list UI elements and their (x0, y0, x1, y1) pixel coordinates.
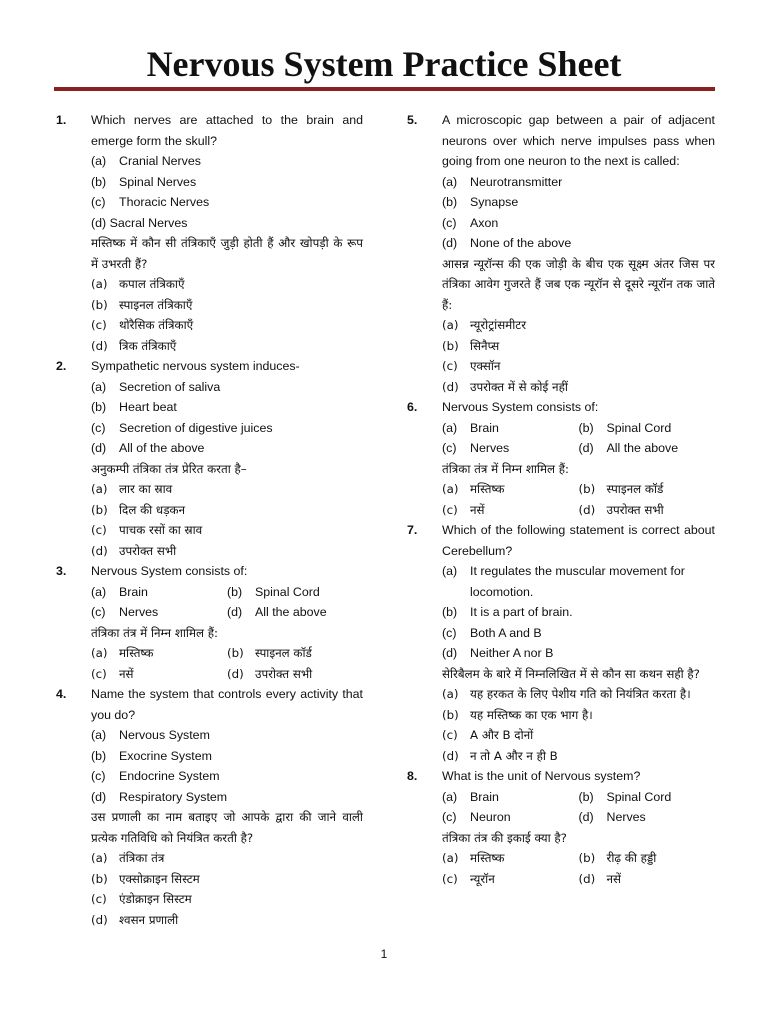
option-a: (a) Brain (442, 789, 499, 804)
option-b: (b) Spinal Cord (227, 584, 320, 599)
hindi-option-b: (b) स्पाइनल तंत्रिकाएँ (91, 297, 193, 312)
option-c: (c) Neuron (442, 810, 511, 824)
option-a: (a) It regulates the muscular movement for locomotion. (442, 564, 685, 599)
question-7 (407, 520, 715, 766)
hindi-option-a: (a) मस्तिष्क (442, 482, 505, 496)
question-5 (407, 110, 715, 397)
option-d: (d) Sacral Nerves (91, 215, 188, 230)
question-text: Nervous System consists of: (91, 564, 248, 578)
hindi-option-b: (b) रीढ़ की हड्डी (578, 851, 657, 865)
question-number: 6. (407, 400, 418, 414)
option-b: (b) Spinal Cord (578, 420, 672, 435)
hindi-options-grid (442, 848, 715, 889)
page-title: Nervous System Practice Sheet (146, 44, 622, 84)
hindi-option-c: (c) A और B दोनों (442, 728, 534, 742)
question-3 (56, 561, 363, 684)
question-number: 5. (407, 113, 418, 127)
option-c: (c) Nerves (91, 605, 159, 619)
hindi-option-d: (d) श्वसन प्रणाली (91, 912, 179, 927)
option-c: (c) Secretion of digestive juices (91, 420, 273, 435)
question-text: What is the unit of Nervous system? (442, 769, 641, 783)
hindi-option-c: (c) नसें (91, 666, 134, 681)
hindi-question-text: आसन्न न्यूरॉन्स की एक जोड़ी के बीच एक सूक्ष्म अंतर जिस पर तंत्रिका आवेग गुजरते हैं जब एक न्यूरॉन से दूसरे न्यूरॉन तक जाते हैं: (442, 256, 715, 312)
question-text: Which of the following statement is correct about Cerebellum? (442, 523, 715, 558)
hindi-option-d: (d) त्रिक तंत्रिकाएँ (91, 338, 177, 353)
hindi-option-d: (d) उपरोक्त सभी (91, 543, 177, 558)
option-d: (d) All the above (578, 441, 679, 455)
hindi-option-c: (c) नसें (442, 502, 485, 517)
question-number: 4. (56, 687, 67, 701)
question-text: Sympathetic nervous system induces- (91, 359, 300, 373)
question-text: A microscopic gap between a pair of adjacent neurons over which nerve impulses pass when going from one neuron to the next is called: (442, 113, 715, 168)
hindi-option-a: (a) मस्तिष्क (442, 851, 505, 865)
options-grid (442, 787, 715, 828)
option-d: (d) None of the above (442, 236, 572, 250)
option-b: (b) It is a part of brain. (442, 605, 573, 619)
option-d: (d) Nerves (578, 810, 646, 824)
question-number: 1. (56, 113, 67, 127)
hindi-option-c: (c) एंडोक्राइन सिस्टम (91, 892, 192, 906)
hindi-option-b: (b) एक्सोक्राइन सिस्टम (91, 871, 200, 886)
question-text: Nervous System consists of: (442, 400, 599, 414)
option-b: (b) Spinal Cord (578, 789, 672, 804)
option-d: (d) Neither A nor B (442, 646, 554, 660)
hindi-question-text: तंत्रिका तंत्र में निम्न शामिल हैं: (91, 625, 218, 640)
question-1 (56, 110, 363, 356)
hindi-option-c: (c) पाचक रसों का स्राव (91, 523, 203, 537)
hindi-option-b: (b) यह मस्तिष्क का एक भाग है। (442, 707, 593, 722)
option-c: (c) Nerves (442, 441, 510, 455)
hindi-option-d: (d) उपरोक्त सभी (578, 502, 664, 517)
option-a: (a) Nervous System (91, 728, 210, 742)
title-underline (54, 87, 715, 91)
hindi-option-a: (a) मस्तिष्क (91, 646, 154, 660)
hindi-question-text: उस प्रणाली का नाम बताइए जो आपके द्वारा की जाने वाली प्रत्येक गतिविधि को नियंत्रित करती है? (91, 810, 363, 845)
options-grid (91, 582, 363, 623)
option-a: (a) Secretion of saliva (91, 379, 221, 394)
hindi-option-b: (b) सिनैप्स (442, 338, 500, 353)
option-d: (d) All of the above (91, 441, 205, 455)
hindi-option-d: (d) नसें (578, 871, 622, 886)
option-b: (b) Spinal Nerves (91, 174, 197, 189)
hindi-option-c: (c) एक्सॉन (442, 359, 501, 373)
hindi-question-text: तंत्रिका तंत्र की इकाई क्या है? (442, 830, 567, 845)
hindi-option-d: (d) उपरोक्त सभी (227, 666, 313, 681)
option-c: (c) Thoracic Nerves (91, 195, 210, 209)
option-a: (a) Brain (91, 584, 148, 599)
option-c: (c) Axon (442, 215, 499, 230)
hindi-question-text: सेरिबैलम के बारे में निम्नलिखित में से कौन सा कथन सही है? (442, 666, 700, 681)
hindi-option-b: (b) स्पाइनल कॉर्ड (578, 482, 664, 496)
hindi-option-a: (a) लार का स्राव (91, 482, 173, 496)
hindi-question-text: तंत्रिका तंत्र में निम्न शामिल हैं: (442, 461, 569, 476)
option-b: (b) Synapse (442, 195, 519, 209)
question-number: 8. (407, 769, 418, 783)
option-b: (b) Heart beat (91, 400, 177, 414)
question-text: Which nerves are attached to the brain and emerge form the skull? (91, 113, 363, 148)
option-a: (a) Brain (442, 420, 499, 435)
hindi-option-b: (b) दिल की धड़कन (91, 502, 186, 517)
question-number: 7. (407, 523, 418, 537)
option-d: (d) All the above (227, 605, 327, 619)
hindi-options-grid (91, 643, 363, 684)
hindi-option-a: (a) न्यूरोट्रांसमीटर (442, 318, 527, 332)
hindi-question-text: अनुकम्पी तंत्रिका तंत्र प्रेरित करता है– (91, 461, 247, 476)
question-4 (56, 684, 363, 930)
hindi-option-a: (a) तंत्रिका तंत्र (91, 851, 165, 865)
question-number: 3. (56, 564, 67, 578)
hindi-option-a: (a) यह हरकत के लिए पेशीय गति को नियंत्रित करता है। (442, 687, 691, 701)
left-column (56, 110, 363, 930)
hindi-options-grid (442, 479, 715, 520)
options-grid (442, 418, 715, 459)
page-number: 1 (380, 947, 388, 961)
option-c: (c) Both A and B (442, 625, 542, 640)
option-a: (a) Cranial Nerves (91, 154, 201, 168)
question-8 (407, 766, 715, 889)
question-2 (56, 356, 363, 561)
hindi-question-text: मस्तिष्क में कौन सी तंत्रिकाएँ जुड़ी होती हैं और खोपड़ी के रूप में उभरती हैं? (91, 236, 363, 271)
question-6 (407, 397, 715, 520)
hindi-option-d: (d) उपरोक्त में से कोई नहीं (442, 379, 568, 394)
hindi-option-d: (d) न तो A और न ही B (442, 748, 558, 763)
question-text: Name the system that controls every activity that you do? (91, 687, 363, 722)
hindi-option-b: (b) स्पाइनल कॉर्ड (227, 646, 312, 660)
option-c: (c) Endocrine System (91, 769, 220, 783)
hindi-option-c: (c) न्यूरॉन (442, 871, 495, 886)
hindi-option-a: (a) कपाल तंत्रिकाएँ (91, 277, 185, 291)
option-d: (d) Respiratory System (91, 789, 228, 804)
question-number: 2. (56, 359, 67, 373)
option-b: (b) Exocrine System (91, 748, 212, 763)
hindi-option-c: (c) थोरैसिक तंत्रिकाएँ (91, 318, 194, 332)
option-a: (a) Neurotransmitter (442, 174, 563, 189)
right-column (407, 110, 715, 889)
